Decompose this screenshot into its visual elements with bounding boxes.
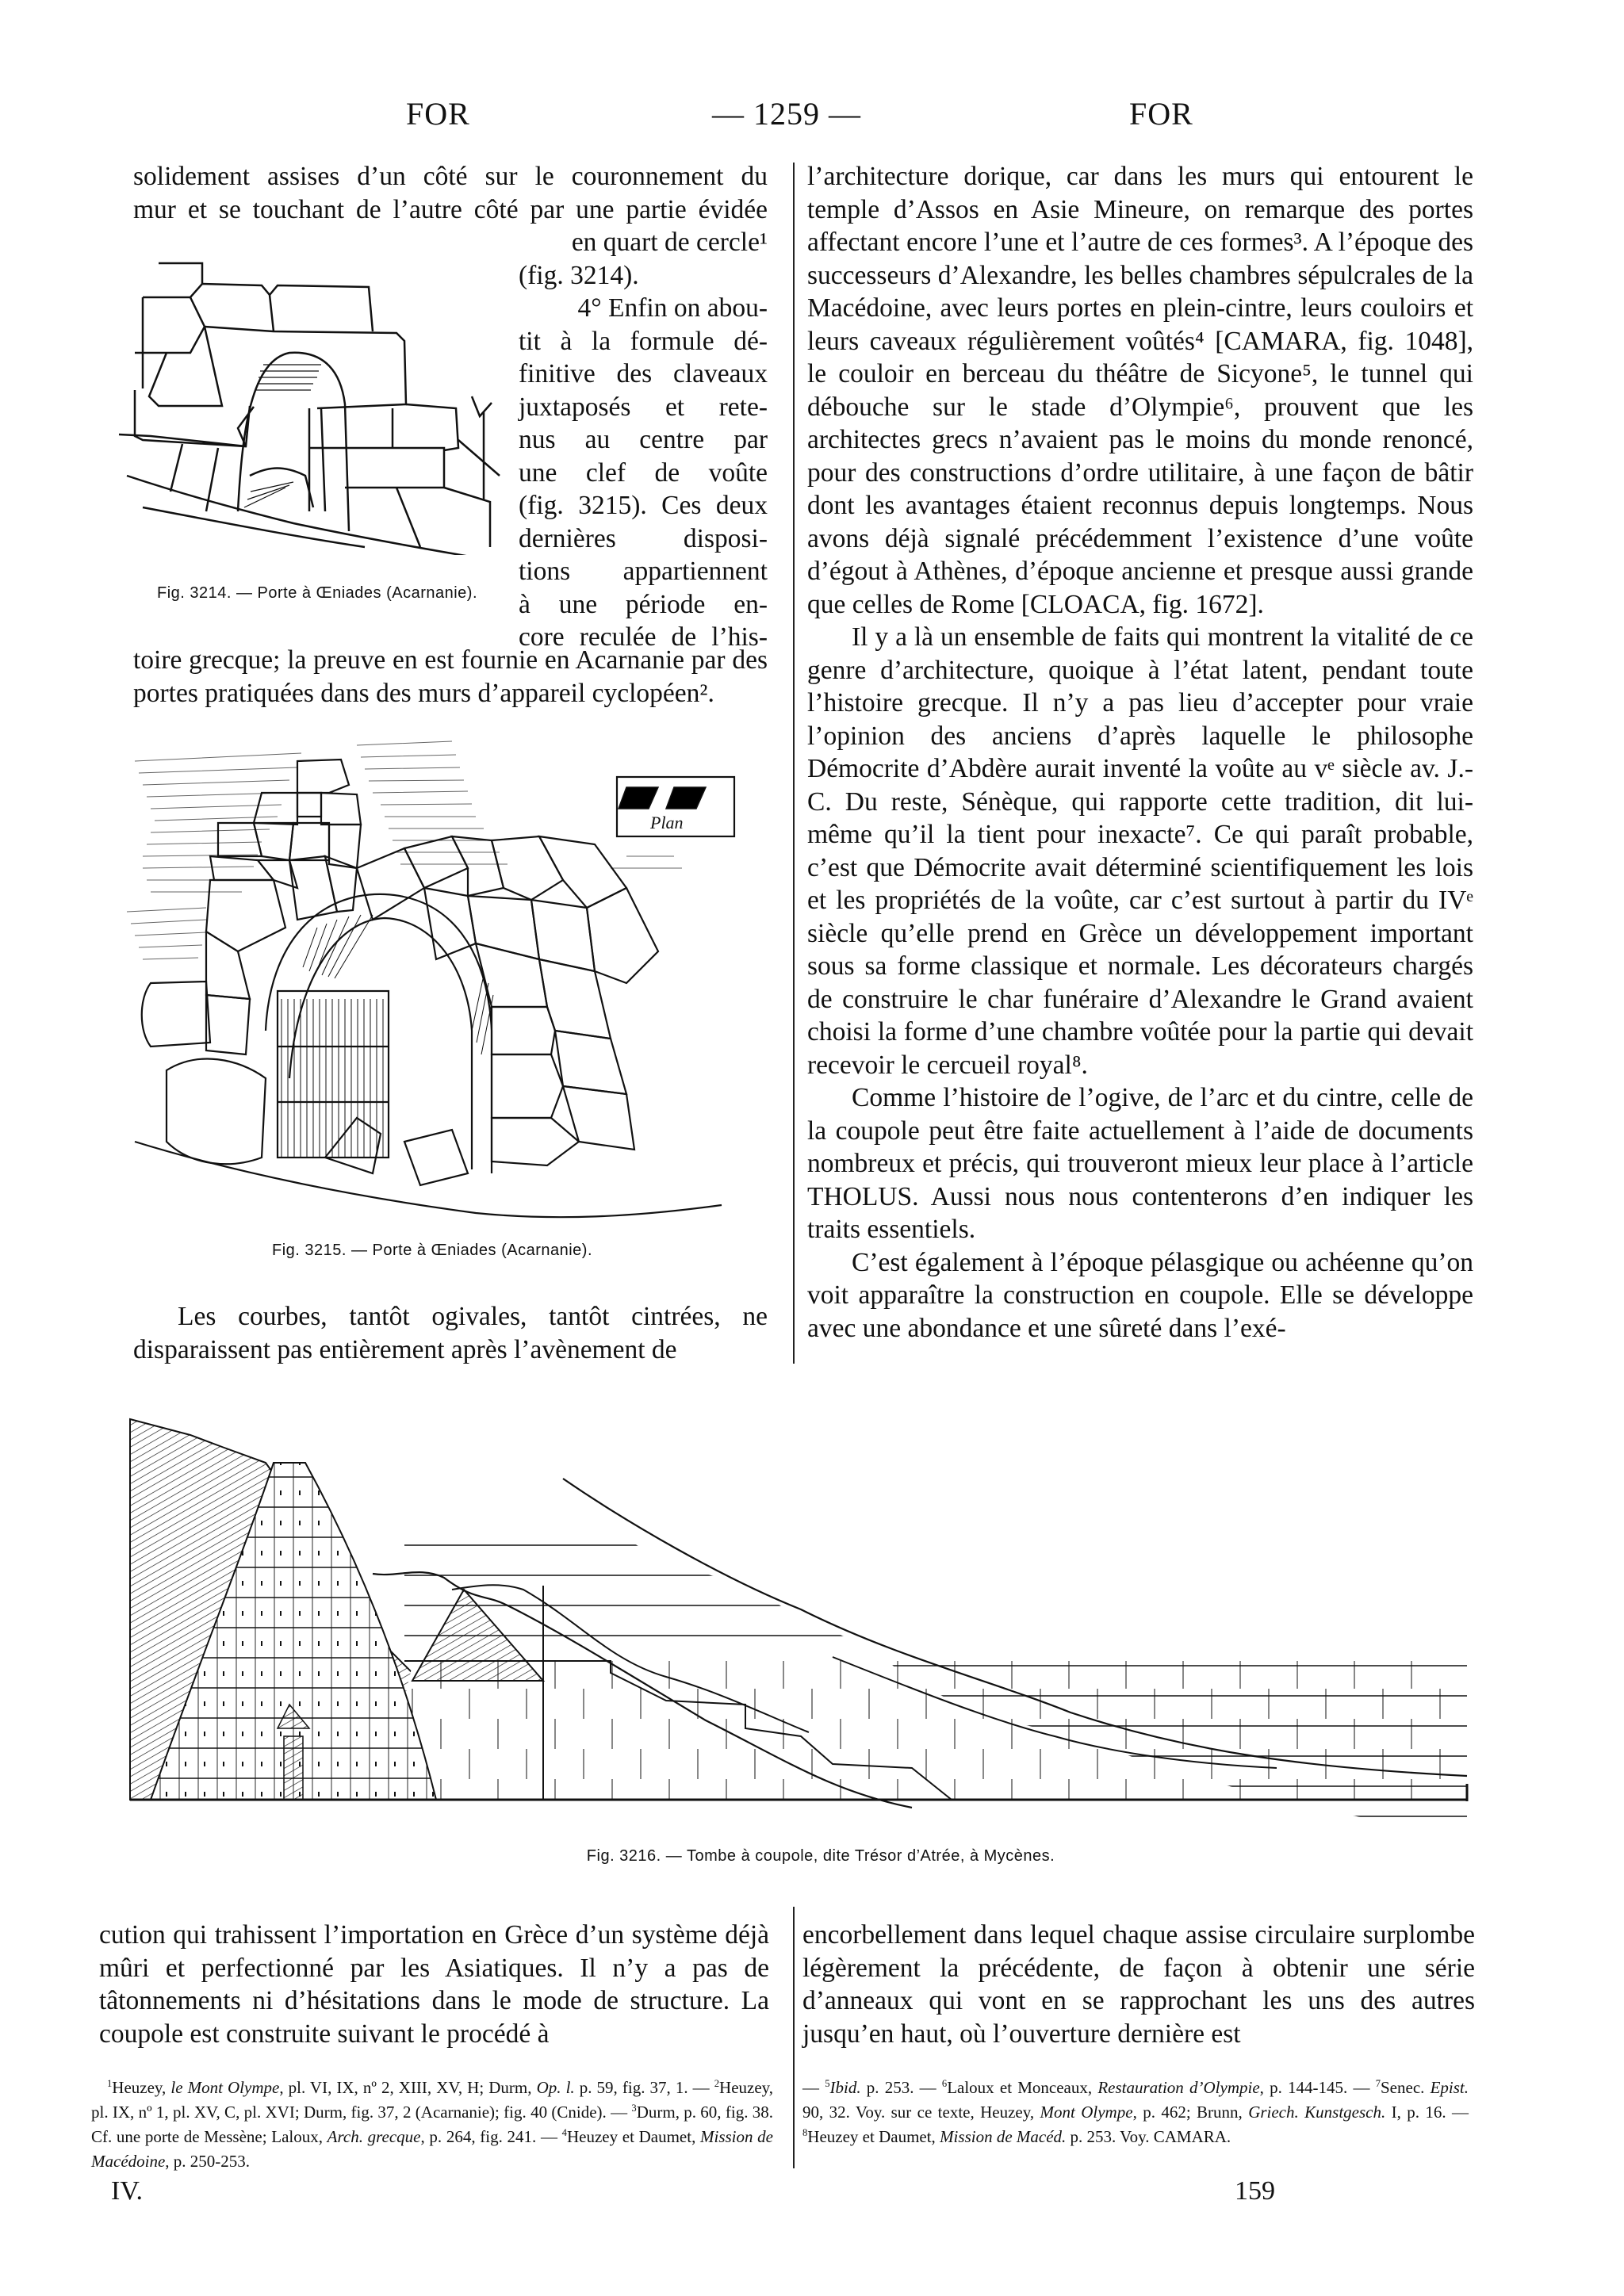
footnotes-right: — $^5$Ibid. p. 253. — $^6$Laloux et Monceaux, Restauration d’Olympie, p. 144-145. — $^7$Senec. Epist. 90, 32. Voy. sur ce texte, Heuzey, Mont Olympe, p. 462; Brunn, Griech. Kunstgesch. I, p. 16. — $^8$Heuzey et Daumet, Mission de Macéd. p. 253. Voy. CAMARA.	[802, 2078, 1469, 2146]
signature-mark: 159	[1235, 2176, 1275, 2206]
text-line: tions appartiennent	[519, 557, 768, 586]
running-head-right: FOR	[1129, 96, 1193, 132]
paragraph: Les courbes, tantôt ogivales, tantôt cintrées, ne disparaissent pas entièrement après l’avènement de	[133, 1302, 768, 1364]
paragraph-1: l’architecture dorique, car dans les murs qui entourent le temple d’Assos en Asie Mineure, on remarque des portes affectant encore l’une et l’autre de ces formes³. A l’époque des successeurs d’Alexandre, les belles chambres sépulcrales de la Macédoine, avec leurs portes en plein-cintre, leurs couloirs et leurs caveaux régulièrement voûtés⁴ [CAMARA, fig. 1048], le couloir en berceau du théâtre de Sicyone⁵, le tunnel qui débouche sur le stade d’Olympie⁶, prouvent que les architectes grecs n’avaient pas le moins du monde renoncé, pour des constructions d’ordre utilitaire, à une façon de bâtir dont les avantages étaient reconnus depuis longtemps. Nous avons déjà signalé précédemment l’existence d’une voûte d’égout à Athènes, d’époque ancienne et presque aussi grande que celles de Rome [CLOACA, fig. 1672].	[807, 162, 1473, 619]
text-line: dernières disposi-	[519, 523, 768, 553]
figure-3216-caption: Fig. 3216. — Tombe à coupole, dite Trésor d’Atrée, à Mycènes.	[586, 1847, 1055, 1865]
volume-number: IV.	[111, 2176, 143, 2206]
paragraph: toire grecque; la preuve en est fournie en Acarnanie par des portes pratiquées dans des murs d’appareil cyclopéen².	[133, 645, 768, 708]
paragraph: encorbellement dans lequel chaque assise circulaire surplombe légèrement la précédente, de façon à obtenir une série d’anneaux qui vont en se rapprochant les uns des autres jusqu’en haut, où l’ouverture dernière est	[802, 1920, 1475, 2049]
footnote-4: $^4$Heuzey et Daumet, Mission de Macédoine, p. 250-253.	[91, 2127, 774, 2171]
plan-label: Plan	[650, 813, 684, 832]
text-line: en quart de cercle¹	[571, 228, 768, 257]
text-line: à une période en-	[519, 589, 768, 619]
running-head-left: FOR	[406, 96, 470, 132]
footnote-6: $^6$Laloux et Monceaux, Restauration d’Olympie, p. 144-145.	[941, 2078, 1348, 2097]
text-line: une clef de voûte	[519, 457, 768, 488]
column-divider	[793, 163, 795, 1364]
footnote-3: $^3$Durm, p. 60, fig. 38. Cf. une porte de Messène; Laloux, Arch. grecque, p. 264, fig. 241.	[91, 2103, 774, 2146]
figure-3216-illustration	[119, 1387, 1522, 1839]
bottom-right-text	[802, 1919, 1475, 2050]
left-paragraph-courbes	[133, 1300, 768, 1366]
paragraph-2: Il y a là un ensemble de faits qui montrent la vitalité de ce genre d’architecture, quoique à l’état latent, pendant toute l’histoire grecque. Il n’y a pas lieu d’accepter pour vraie l’opinion des anciens d’après laquelle le philosophe Démocrite d’Abdère aurait inventé la voûte au vᵉ siècle av. J.-C. Du reste, Sénèque, qui rapporte cette tradition, dit lui-même qu’il la tient pour inexacte⁷. Ce qui paraît probable, c’est que Démocrite avait déterminé scientifiquement les lois et les propriétés de la voûte, car c’est surtout à partir du IVᵉ siècle qu’elle prend en Grèce un développement important sous sa forme classique et normale. Les décorateurs chargés de construire le char funéraire d’Alexandre le Grand avaient choisi la forme d’une chambre voûtée pour la partie qui devait recevoir le cercueil royal⁸.	[807, 622, 1473, 1080]
left-intro	[133, 160, 768, 226]
text-line: (fig. 3214).	[519, 260, 639, 290]
figure-3215-illustration	[119, 729, 745, 1237]
paragraph: cution qui trahissent l’importation en Grèce d’un système déjà mûri et perfectionné par les Asiatiques. Il n’y a pas de tâtonnements ni d’hésitations dans le mode de structure. La coupole est construite suivant le procédé à	[99, 1920, 769, 2049]
text-line: juxtaposés et rete-	[519, 392, 768, 422]
figure-3214-caption: Fig. 3214. — Porte à Œniades (Acarnanie).	[156, 584, 478, 602]
footnote-8: $^8$Heuzey et Daumet, Mission de Macéd. p. 253. Voy. CAMARA.	[802, 2127, 1231, 2146]
paragraph-4: C’est également à l’époque pélasgique ou achéenne qu’on voit apparaître la construction en coupole. Elle se développe avec une abondance et une sûreté dans l’exé-	[807, 1247, 1473, 1343]
text-line: solidement assises d’un côté sur le couronnement du	[133, 162, 768, 191]
right-column-text	[807, 160, 1473, 1345]
footnote-2: $^2$Heuzey, pl. IX, nº 1, pl. XV, C, pl. XVI; Durm, fig. 37, 2 (Acarnanie); fig. 40 (Cnide).	[91, 2078, 774, 2122]
text-line: mur et se touchant de l’autre côté par une partie évidée	[133, 194, 768, 224]
text-line: tit à la formule dé-	[519, 326, 768, 356]
text-line: (fig. 3215). Ces deux	[519, 491, 768, 520]
text-line: core reculée de l’his-	[519, 622, 768, 652]
page-number: — 1259 —	[712, 96, 861, 132]
bottom-left-text	[99, 1919, 769, 2050]
figure-3214-illustration	[111, 238, 508, 555]
left-wrap-text	[519, 226, 768, 654]
footnote-1: $^1$Heuzey, le Mont Olympe, pl. VI, IX, nº 2, XIII, XV, H; Durm, Op. l. p. 59, fig. 37, 1.	[107, 2078, 688, 2097]
text-line: 4° Enfin on abou-	[577, 293, 768, 323]
footnote-7: $^7$Senec. Epist. 90, 32. Voy. sur ce texte, Heuzey, Mont Olympe, p. 462; Brunn, Griech. Kunstgesch. I, p. 16.	[802, 2078, 1469, 2122]
text-line: nus au centre par	[519, 425, 768, 454]
figure-3215-caption: Fig. 3215. — Porte à Œniades (Acarnanie).	[271, 1242, 593, 1259]
footnote-5: $^5$Ibid. p. 253.	[825, 2078, 914, 2097]
text-line: finitive des claveaux	[519, 359, 768, 388]
paragraph-3: Comme l’histoire de l’ogive, de l’arc et du cintre, celle de la coupole peut être faite actuellement à l’aide de documents nombreux et précis, qui trouveront mieux leur place à l’article THOLUS. Aussi nous nous contenterons d’en indiquer les traits essentiels.	[807, 1083, 1473, 1244]
left-paragraph-continued	[133, 644, 768, 710]
footnotes-left: $^1$Heuzey, le Mont Olympe, pl. VI, IX, nº 2, XIII, XV, H; Durm, Op. l. p. 59, fig. 37, 1. — $^2$Heuzey, pl. IX, nº 1, pl. XV, C, pl. XVI; Durm, fig. 37, 2 (Acarnanie); fig. 40 (Cnide). — $^3$Durm, p. 60, fig. 38. Cf. une porte de Messène; Laloux, Arch. grecque, p. 264, fig. 241. — $^4$Heuzey et Daumet, Mission de Macédoine, p. 250-253.	[91, 2078, 774, 2171]
column-divider-bottom	[793, 1907, 795, 2168]
